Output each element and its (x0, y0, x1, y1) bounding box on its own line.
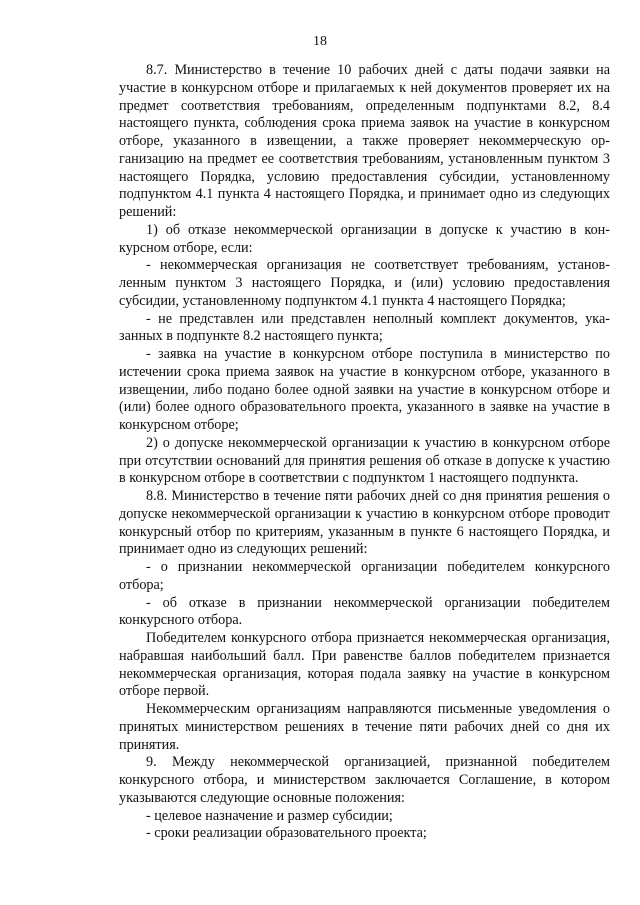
document-body (119, 62, 610, 843)
list-item-terms: - сроки реализации образовательного проекта; (146, 825, 427, 842)
paragraph-8-7: 8.7. Министерство в течение 10 рабочих дней с даты подачи заявки на участие в конкурсном отборе и прилагаемых к ней документов проверяет их на предмет соответствия требованиям, определенным подпунктами 8.2, 8.4 настоящего пункта, соблюдения срока приема заявок на участие в конкурсном отборе, указанного в извещении, а также проверяет некоммерческую организацию на предмет ее соответствия требованиям, установленным пунктом 3 настоящего Порядка, условию предоставления субсидии, установленному подпунктом 4.1 пункта 4 настоящего Порядка, и принимает одно из следующих решений: (119, 62, 610, 220)
paragraph-winner-definition: Победителем конкурсного отбора признается некоммерческая организация, набравшая наибольший балл. При равенстве баллов победителем признается некоммерческая организация, которая подала заявку на участие в конкурсном отборе первой. (119, 630, 610, 700)
paragraph-9: 9. Между некоммерческой организацией, признанной победителем конкурсного отбора, и министерством заключается Соглашение, в котором указываются следующие основные положения: (119, 754, 610, 806)
paragraph-decision-1: 1) об отказе некоммерческой организации в допуске к участию в конкурсном отборе, если: (119, 221, 610, 256)
list-item-deadline: - заявка на участие в конкурсном отборе поступила в министерство по истечении срока приема заявок на участие в конкурсном отборе, указанного в извещении, либо подано более одной заявки на участие в конкурсном отборе и (или) более одного образовательного проекта, указанного в заявке на участие в конкурсном отборе; (119, 346, 610, 433)
list-item-winner: - о признании некоммерческой организации победителем конкурсного отбора; (119, 559, 610, 593)
paragraph-decision-2: 2) о допуске некоммерческой организации к участию в конкурсном отборе при отсутствии оснований для принятия решения об отказе в допуске к участию в конкурсном отборе в соответствии с подпунктом 1 настоящего подпункта. (119, 434, 610, 487)
paragraph-8-8: 8.8. Министерство в течение пяти рабочих дней со дня принятия решения о допуске некоммерческой организации к участию в конкурсном отборе проводит конкурсный отбор по критериям, указанным в пункте 6 настоящего Порядка, и принимает одно из следующих решений: (119, 488, 610, 558)
list-item-purpose: - целевое назначение и размер субсидии; (146, 807, 393, 824)
list-item-documents: - не представлен или представлен неполный комплект документов, указанных в подпункте 8.2 настоящего пункта; (119, 310, 610, 345)
list-item-refusal: - об отказе в признании некоммерческой организации победителем конкурсного отбора. (119, 594, 610, 629)
paragraph-notifications: Некоммерческим организациям направляются письменные уведомления о принятых министерством решениях в течение пяти рабочих дней со дня их принятия. (119, 701, 610, 753)
page-number: 18 (313, 34, 327, 49)
list-item-requirements: - некоммерческая организация не соответствует требованиям, установленным пунктом 3 настоящего Порядка, и (или) условию предоставления субсидии, установленному подпунктом 4.1 пункта 4 настоящего Порядка; (119, 257, 610, 309)
